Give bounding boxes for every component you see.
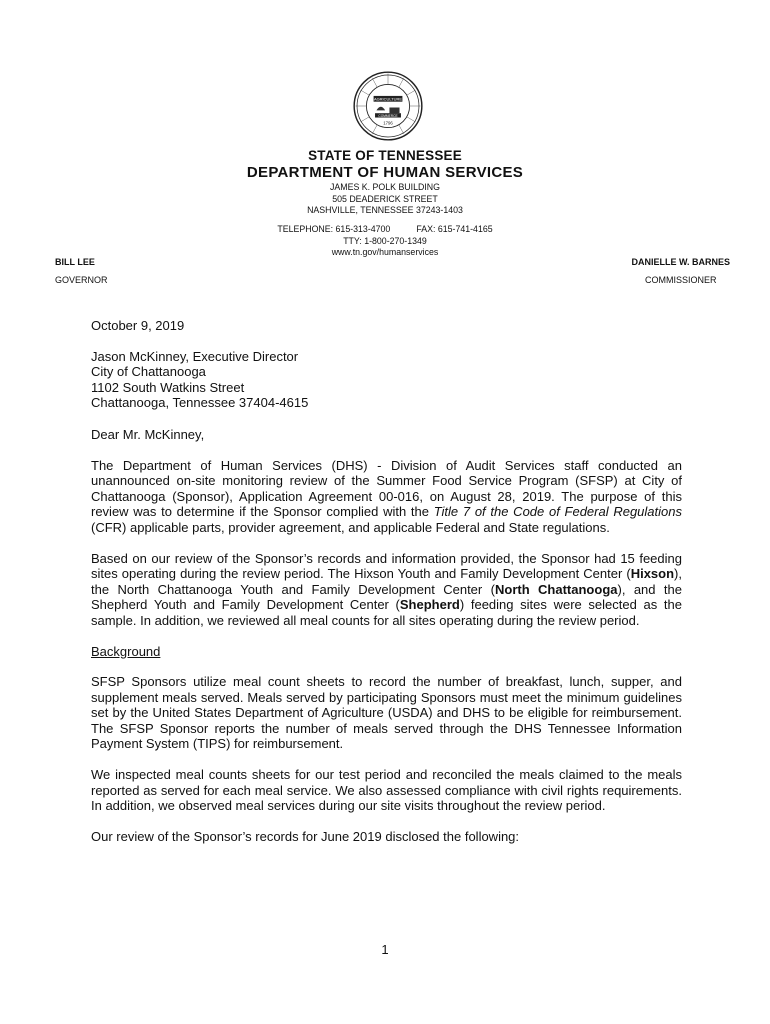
recipient-line: Chattanooga, Tennessee 37404-4615 (91, 395, 309, 411)
address-line-building: JAMES K. POLK BUILDING (330, 182, 440, 192)
seal-commerce-text: COMMERCE (378, 113, 398, 118)
fax: FAX: 615-741-4165 (416, 224, 493, 234)
seal-agriculture-text: AGRICULTURE (373, 96, 403, 102)
site-shepherd: Shepherd (399, 597, 460, 613)
address-line-street: 505 DEADERICK STREET (332, 193, 438, 204)
commissioner-title: COMMISSIONER (644, 275, 717, 285)
website: www.tn.gov/humanservices (331, 247, 439, 257)
letterhead-address (0, 182, 770, 217)
site-hixson: Hixson (630, 566, 675, 582)
paragraph-findings-intro: Our review of the Sponsor’s records for June 2019 disclosed the following: (91, 828, 520, 844)
recipient-line: 1102 South Watkins Street (91, 379, 245, 395)
governor-name: BILL LEE (55, 257, 95, 267)
state-name: STATE OF TENNESSEE (308, 148, 462, 163)
letter-date: October 9, 2019 (91, 318, 185, 333)
paragraph-background: SFSP Sponsors utilize meal count sheets to record the number of breakfast, lunch, supper, and supplement meals served. Meals served by participating Sponsors must meet the minimum guidelines set by the United States Department of Agriculture (USDA) and DHS to be eligible for reimbursement. The SFSP Sponsor reports the number of meals served through the DHS Tennessee Information Payment System (TIPS) for reimbursement. (91, 674, 682, 752)
paragraph-inspection: We inspected meal counts sheets for our test period and reconciled the meals claimed to the meals reported as served for each meal service. We also assessed compliance with civil rights requirements. In addition, we observed meal services during our site visits throughout the review period. (91, 767, 682, 814)
section-heading-background: Background (91, 643, 161, 659)
telephone: TELEPHONE: 615-313-4700 (277, 224, 391, 234)
recipient-address (91, 349, 682, 411)
governor-title: GOVERNOR (55, 275, 108, 285)
letterhead-contact (0, 224, 770, 259)
page-number: 1 (381, 942, 389, 957)
commissioner-block (631, 257, 730, 285)
recipient-line: City of Chattanooga (91, 364, 206, 380)
letter-body (91, 318, 682, 859)
recipient-line: Jason McKinney, Executive Director (91, 348, 299, 364)
tty: TTY: 1-800-270-1349 (343, 235, 427, 246)
state-seal-logo (352, 70, 424, 142)
cfr-title: Title 7 of the Code of Federal Regulations (433, 504, 682, 520)
governor-block (55, 257, 108, 285)
site-north-chattanooga: North Chattanooga (494, 581, 618, 597)
paragraph-sample: Based on our review of the Sponsor’s records and information provided, the Sponsor had 15 feeding sites operating during the review period. The Hixson Youth and Family Development Center (Hixson), the North Chattanooga Youth and Family Development Center (North Chattanooga), and the Shepherd Youth and Family Development Center (Shepherd) feeding sites were selected as the sample. In addition, we reviewed all meal counts for all sites operating during the review period. (91, 550, 682, 628)
seal-year-text: 1796 (383, 120, 393, 126)
address-line-city: NASHVILLE, TENNESSEE 37243-1403 (307, 205, 463, 215)
salutation: Dear Mr. McKinney, (91, 426, 205, 442)
department-name: DEPARTMENT OF HUMAN SERVICES (246, 164, 524, 181)
paragraph-intro: The Department of Human Services (DHS) - Division of Audit Services staff conducted an unannounced on-site monitoring review of the Summer Food Service Program (SFSP) at City of Chattanooga (Sponsor), Application Agreement 00-016, on August 28, 2019. The purpose of this review was to determine if the Sponsor complied with the Title 7 of the Code of Federal Regulations (CFR) applicable parts, provider agreement, and applicable Federal and State regulations. (91, 457, 682, 535)
commissioner-name: DANIELLE W. BARNES (631, 257, 730, 267)
